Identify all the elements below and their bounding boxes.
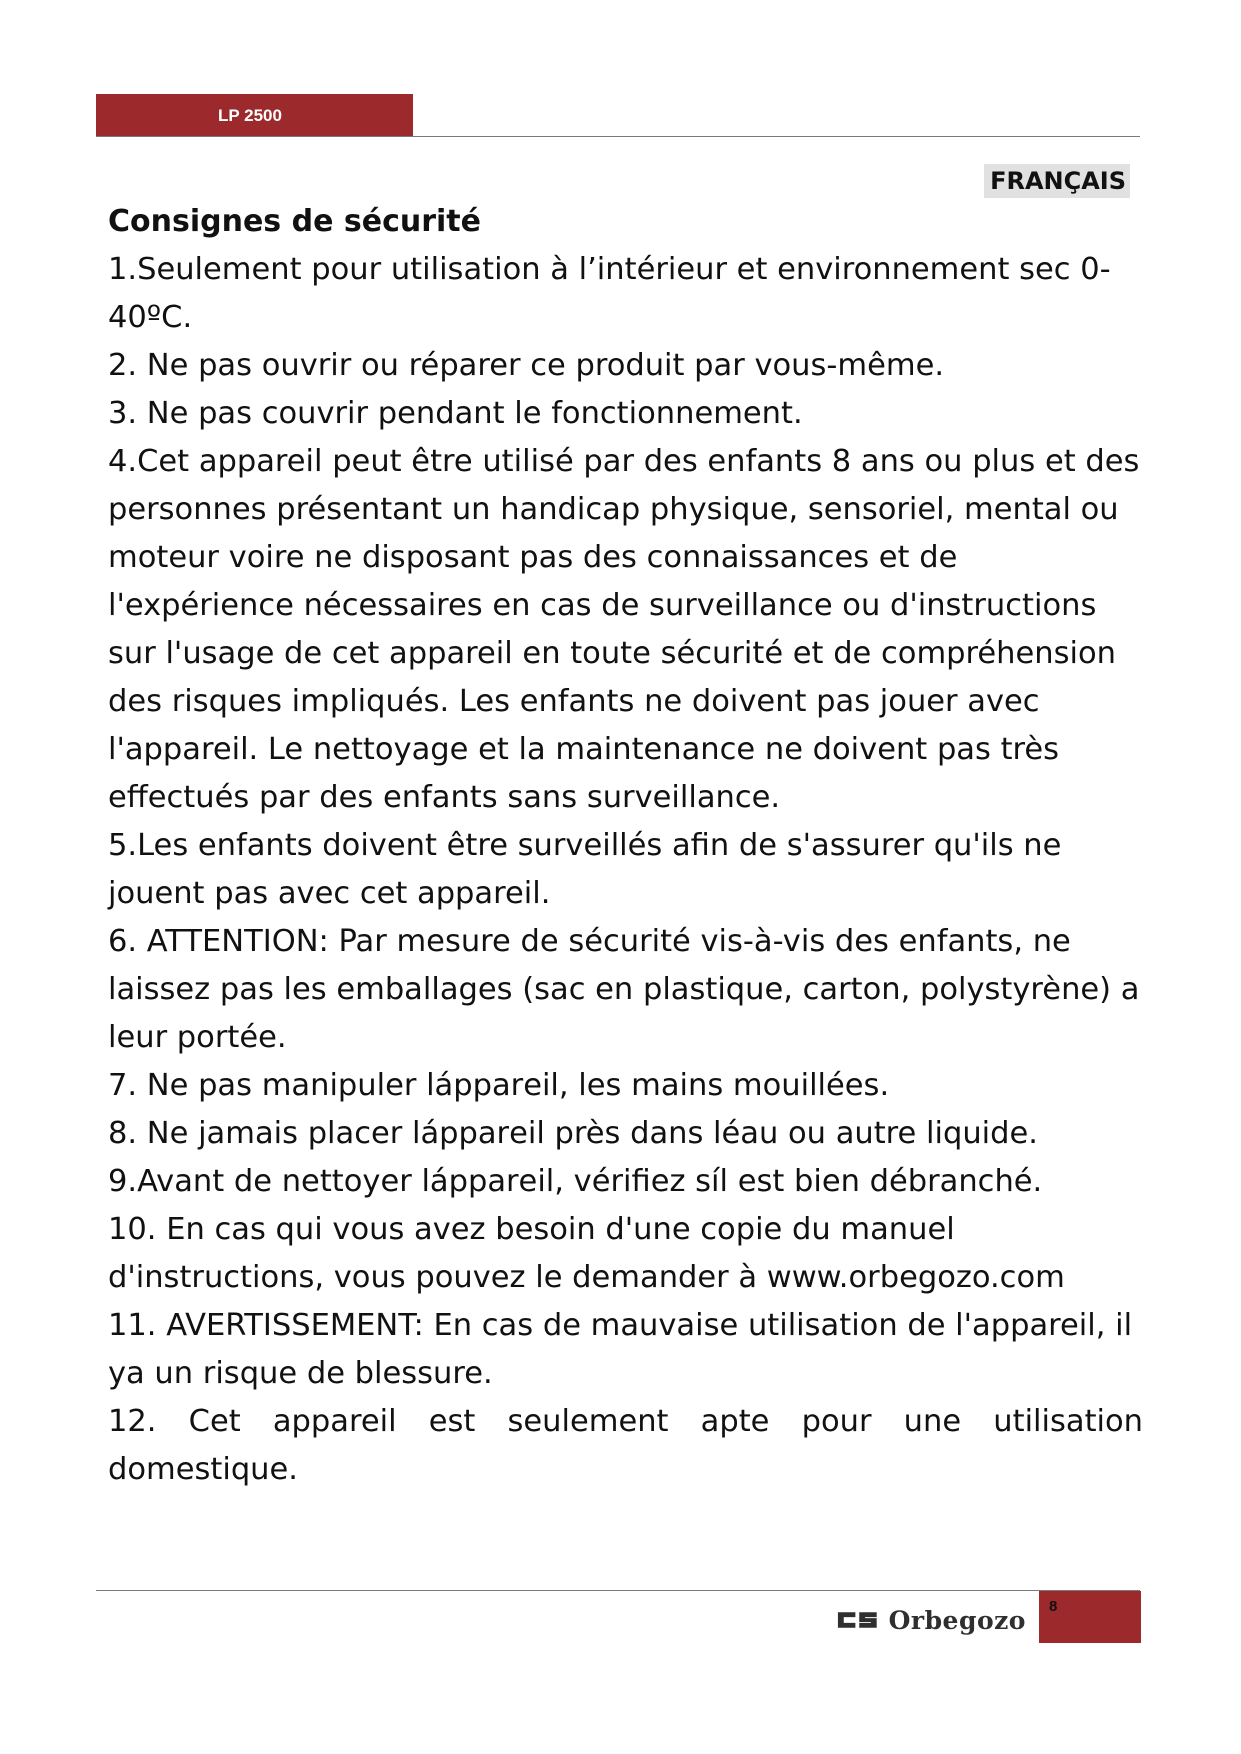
footer-divider: [96, 1590, 1140, 1591]
safety-rule-12-line-2: domestique.: [108, 1452, 298, 1487]
brand-name: Orbegozo: [888, 1605, 1026, 1635]
safety-instructions: [108, 198, 1143, 1494]
safety-rule-list: [108, 246, 1143, 1494]
safety-rule-12: [108, 1398, 1143, 1494]
safety-rule-8: 8. Ne jamais placer lápparеil près dans léau ou autre liquide.: [108, 1116, 1038, 1151]
safety-rule-9: 9.Avant de nettoyer lápparеil, vérifiez síl est bien débranché.: [108, 1164, 1043, 1199]
section-title: Consignes de sécurité: [108, 204, 481, 239]
safety-rule-5: 5.Les enfants doivent être surveillés afin de s'assurer qu'ils ne jouent pas avec cet appareil.: [108, 828, 1062, 911]
header-divider: [96, 136, 1140, 137]
brand-logo: [836, 1604, 1026, 1636]
language-badge: FRANÇAIS: [984, 164, 1130, 198]
safety-rule-3: 3. Ne pas couvrir pendant le fonctionnement.: [108, 396, 803, 431]
safety-rule-7: 7. Ne pas manipuler lápparеil, les mains mouillées.: [108, 1068, 890, 1103]
model-label: LP 2500: [218, 106, 282, 125]
safety-rule-4: 4.Cet appareil peut être utilisé par des enfants 8 ans ou plus et des personnes présentant un handicap physique, sensoriel, mental ou moteur voire ne disposant pas des connaissances et de l'expérience nécessaires en cas de surveillance ou d'instructions sur l'usage de cet appareil en toute sécurité et de compréhension des risques impliqués. Les enfants ne doivent pas jouer avec l'appareil. Le nettoyage et la maintenance ne doivent pas très effectués par des enfants sans surveillance.: [108, 444, 1140, 815]
safety-rule-2: 2. Ne pas ouvrir ou réparer ce produit par vous-même.: [108, 348, 945, 383]
brand-mark-icon: [836, 1609, 879, 1631]
safety-rule-10: 10. En cas qui vous avez besoin d'une copie du manuel d'instructions, vous pouvez le demander à www.orbegozo.com: [108, 1212, 1065, 1295]
safety-rule-6: 6. ATTENTION: Par mesure de sécurité vis-à-vis des enfants, ne laissez pas les emballages (sac en plastique, carton, polystyrène) a leur portée.: [108, 924, 1140, 1055]
safety-rule-11: 11. AVERTISSEMENT: En cas de mauvaise utilisation de l'appareil, il ya un risque de blessure.: [108, 1308, 1133, 1391]
page-number-box: [1039, 1591, 1141, 1643]
model-header-tab: [96, 94, 413, 137]
page-number: 8: [1049, 1598, 1058, 1615]
safety-rule-12-line-1: 12. Cet appareil est seulement apte pour une utilisation: [108, 1404, 1143, 1439]
safety-rule-1: 1.Seulement pour utilisation à l’intérieur et environnement sec 0-40ºC.: [108, 252, 1111, 335]
